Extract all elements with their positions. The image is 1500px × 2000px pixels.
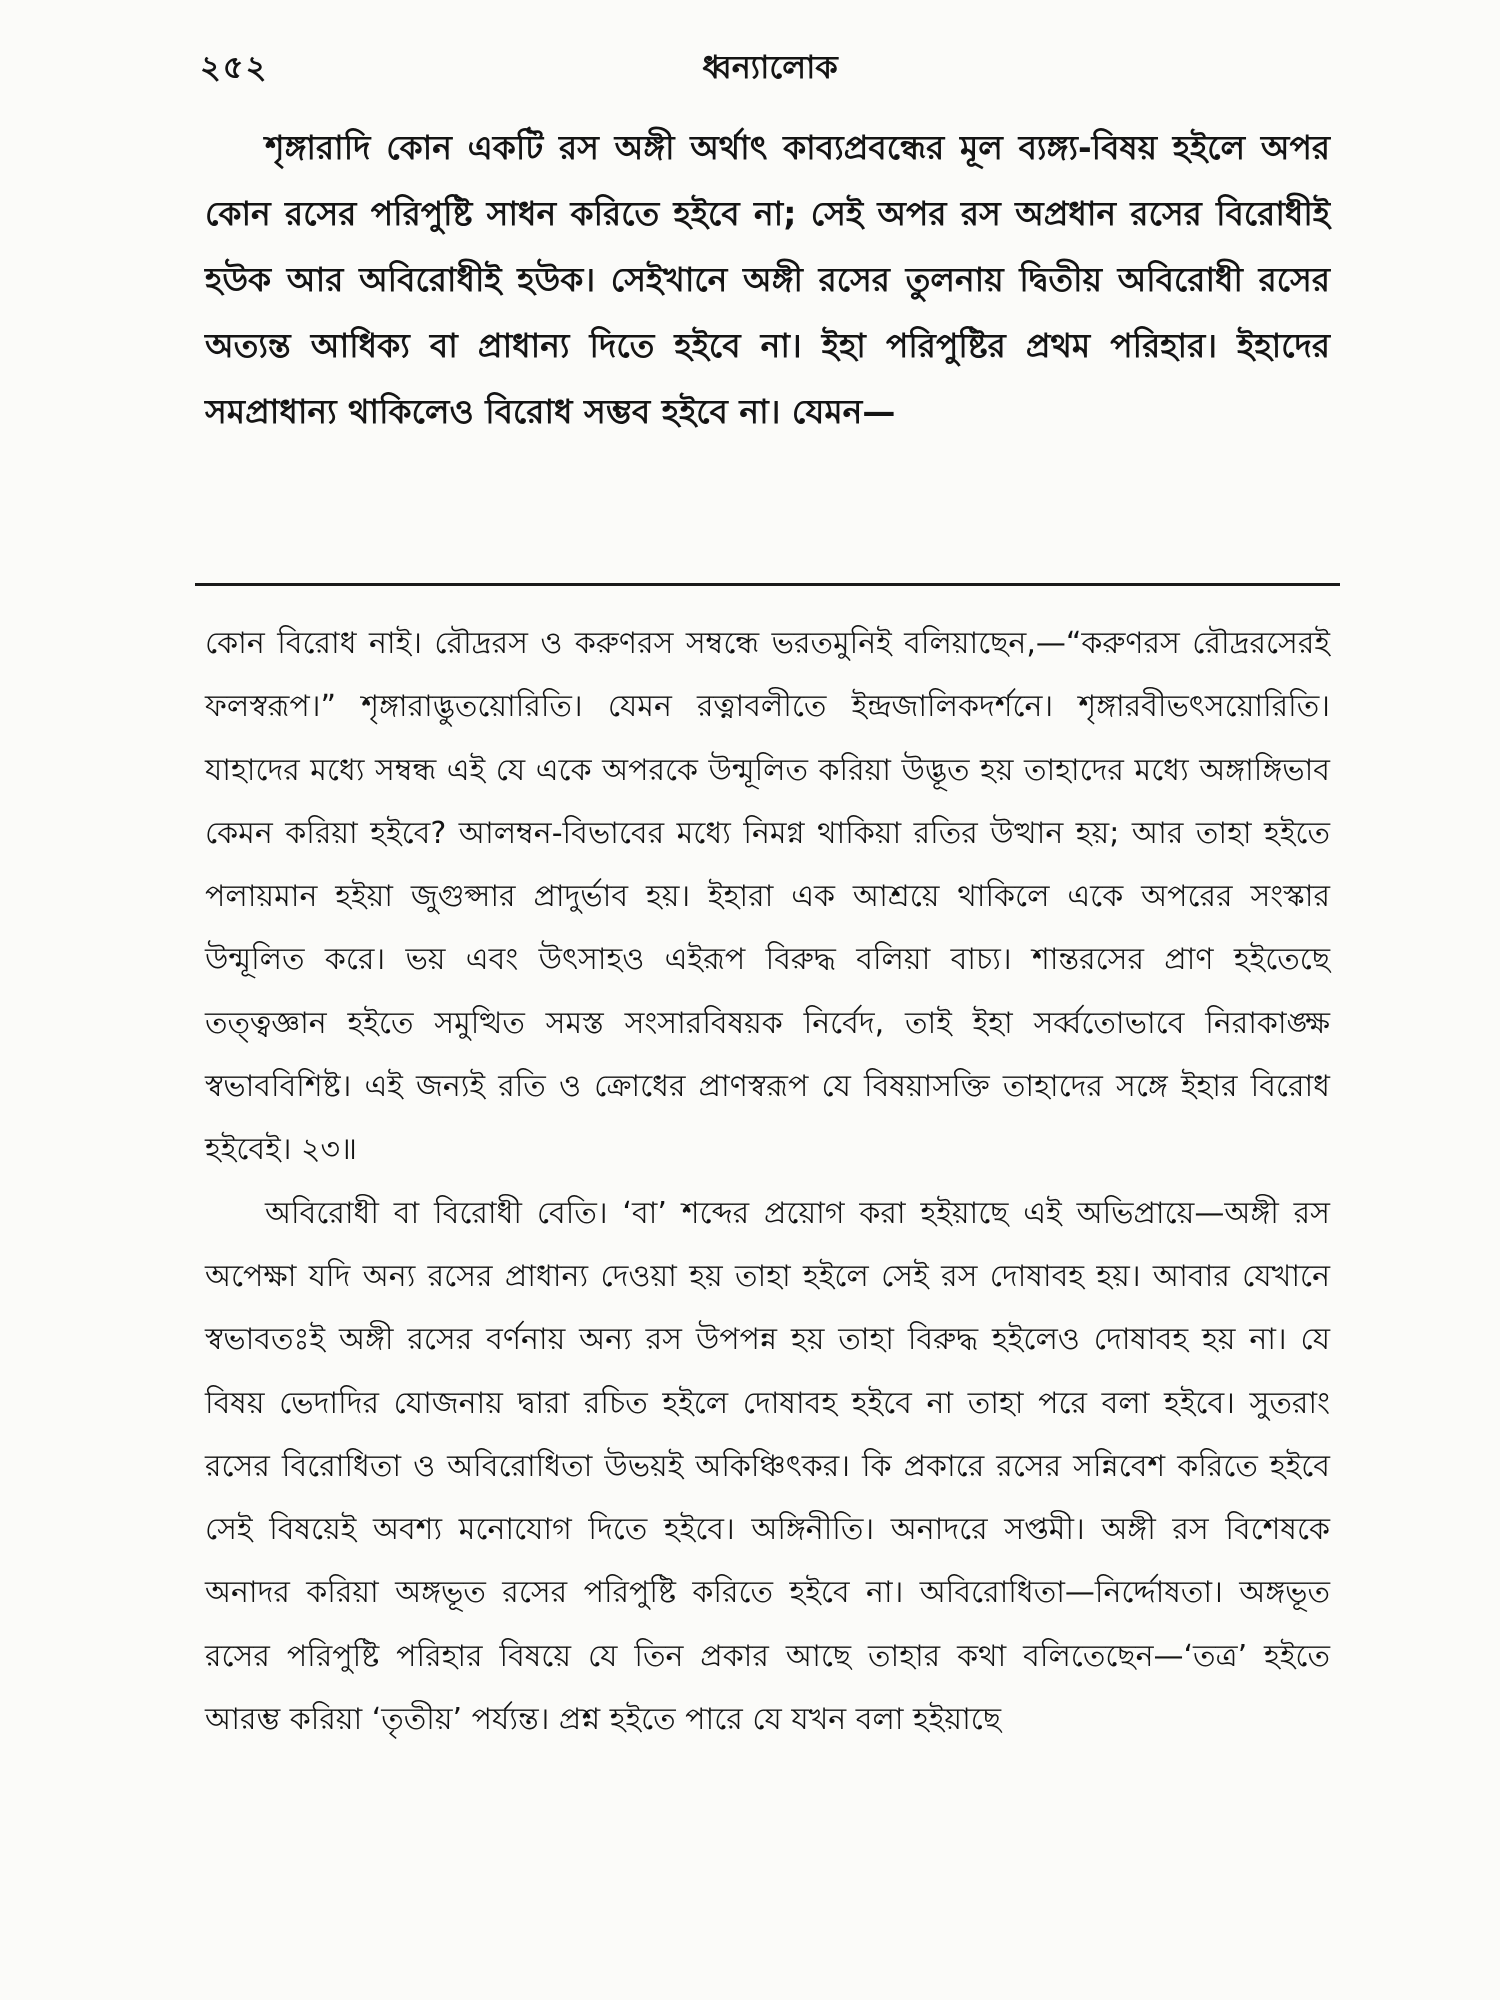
main-text-paragraph: শৃঙ্গারাদি কোন একটি রস অঙ্গী অর্থাৎ কাব্যপ্রবন্ধের মূল ব্যঙ্গ্য-বিষয় হইলে অপর কোন রসের পরিপুষ্টি সাধন করিতে হইবে না; সেই অপর রস অপ্রধান রসের বিরোধীই হউক আর অবিরোধীই হউক। সেইখানে অঙ্গী রসের তুলনায় দ্বিতীয় অবিরোধী রসের অত্যন্ত আধিক্য বা প্রাধান্য দিতে হইবে না। ইহা পরিপুষ্টির প্রথম পরিহার। ইহাদের সমপ্রাধান্য থাকিলেও বিরোধ সম্ভব হইবে না। যেমন— <box>205 128 1330 431</box>
commentary-paragraph: অবিরোধী বা বিরোধী বেতি। ‘বা’ শব্দের প্রয়োগ করা হইয়াছে এই অভিপ্রায়ে—অঙ্গী রস অপেক্ষা যদি অন্য রসের প্রাধান্য দেওয়া হয় তাহা হইলে সেই রস দোষাবহ হয়। আবার যেখানে স্বভাবতঃই অঙ্গী রসের বর্ণনায় অন্য রস উপপন্ন হয় তাহা বিরুদ্ধ হইলেও দোষাবহ হয় না। যে বিষয় ভেদাদির যোজনায় দ্বারা রচিত হইলে দোষাবহ হইবে না তাহা পরে বলা হইবে। সুতরাং রসের বিরোধিতা ও অবিরোধিতা উভয়ই অকিঞ্চিৎকর। কি প্রকারে রসের সন্নিবেশ করিতে হইবে সেই বিষয়েই অবশ্য মনোযোগ দিতে হইবে। অঙ্গিনীতি। অনাদরে সপ্তমী। অঙ্গী রস বিশেষকে অনাদর করিয়া অঙ্গভূত রসের পরিপুষ্টি করিতে হইবে না। অবিরোধিতা—নির্দ্দোষতা। অঙ্গভূত রসের পরিপুষ্টি পরিহার বিষয়ে যে তিন প্রকার আছে তাহার কথা বলিতেছেন—‘তত্র’ হইতে আরম্ভ করিয়া ‘তৃতীয়’ পর্য্যন্ত। প্রশ্ন হইতে পারে যে যখন বলা হইয়াছে <box>205 1195 1330 1738</box>
page-header <box>200 42 1340 92</box>
running-title: ধ্বন্যালোক <box>702 48 838 86</box>
commentary-paragraph: কোন বিরোধ নাই। রৌদ্ররস ও করুণরস সম্বন্ধে ভরতমুনিই বলিয়াছেন,—“করুণরস রৌদ্ররসেরই ফলস্বরূপ।” শৃঙ্গারাদ্ভুতয়োরিতি। যেমন রত্নাবলীতে ইন্দ্রজালিকদর্শনে। শৃঙ্গারবীভৎসয়োরিতি। যাহাদের মধ্যে সম্বন্ধ এই যে একে অপরকে উন্মূলিত করিয়া উদ্ভূত হয় তাহাদের মধ্যে অঙ্গাঙ্গিভাব কেমন করিয়া হইবে? আলম্বন-বিভাবের মধ্যে নিমগ্ন থাকিয়া রতির উত্থান হয়; আর তাহা হইতে পলায়মান হইয়া জুগুপ্সার প্রাদুর্ভাব হয়। ইহারা এক আশ্রয়ে থাকিলে একে অপরের সংস্কার উন্মূলিত করে। ভয় এবং উৎসাহও এইরূপ বিরুদ্ধ বলিয়া বাচ্য। শান্তরসের প্রাণ হইতেছে তত্ত্বজ্ঞান হইতে সমুত্থিত সমস্ত সংসারবিষয়ক নির্বেদ, তাই ইহা সর্ব্বতোভাবে নিরাকাঙ্ক্ষ স্বভাববিশিষ্ট। এই জন্যই রতি ও ক্রোধের প্রাণস্বরূপ যে বিষয়াসক্তি তাহাদের সঙ্গে ইহার বিরোধ হইবেই। ২৩॥ <box>205 626 1330 1168</box>
commentary-block <box>205 612 1330 1751</box>
page-number: ২৫২ <box>200 48 269 86</box>
section-divider <box>195 583 1340 586</box>
